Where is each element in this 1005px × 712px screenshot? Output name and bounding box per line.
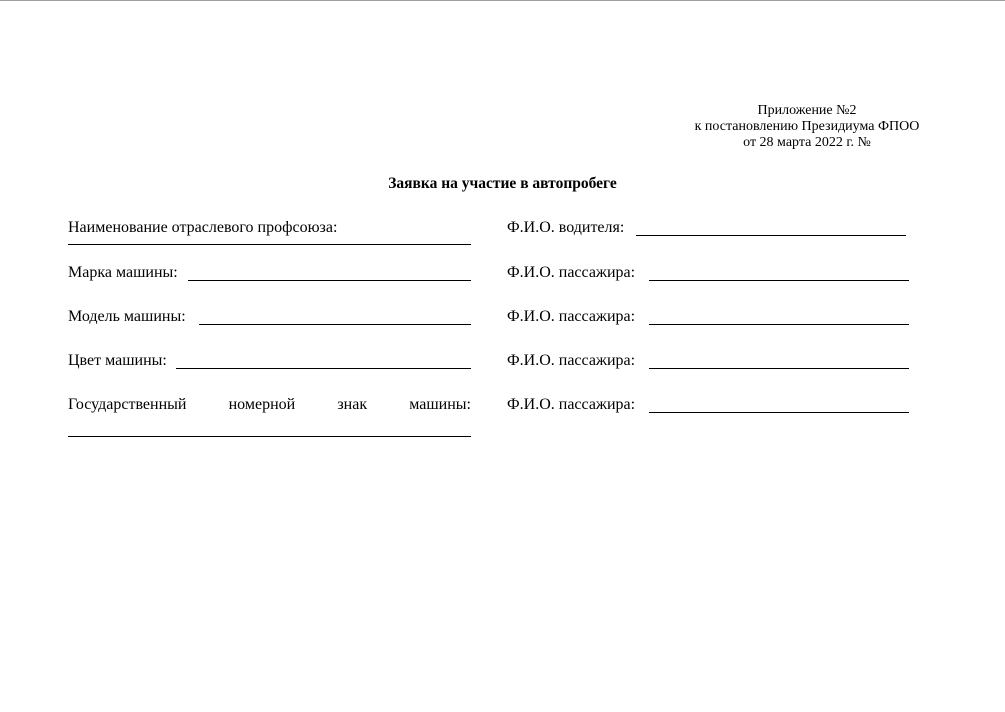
- union-name-label: Наименование отраслевого профсоюза:: [68, 219, 338, 236]
- passenger-2-field: [507, 308, 635, 326]
- car-plate-field: [68, 396, 471, 414]
- car-color-line: [176, 354, 471, 369]
- passenger-1-field: [507, 264, 635, 282]
- passenger-3-label: Ф.И.О. пассажира:: [507, 352, 636, 369]
- car-color-label: Цвет машины:: [68, 352, 167, 369]
- driver-name-line: [636, 221, 906, 236]
- appendix-date: от 28 марта 2022 г. №: [743, 135, 871, 150]
- appendix-header: [660, 103, 954, 151]
- appendix-number: Приложение №2: [757, 103, 857, 118]
- car-plate-word-4: машины:: [409, 396, 471, 413]
- driver-name-label: Ф.И.О. водителя:: [507, 219, 625, 236]
- union-name-field: [68, 219, 337, 237]
- passenger-1-label: Ф.И.О. пассажира:: [507, 264, 636, 281]
- passenger-3-field: [507, 352, 635, 370]
- car-plate-word-3: знак: [337, 396, 368, 413]
- passenger-4-label: Ф.И.О. пассажира:: [507, 396, 636, 413]
- car-brand-line: [188, 266, 471, 281]
- car-plate-word-1: Государственный: [68, 396, 187, 413]
- passenger-2-label: Ф.И.О. пассажира:: [507, 308, 636, 325]
- document-title: Заявка на участие в автопробеге: [388, 175, 617, 192]
- car-brand-field: [68, 264, 178, 282]
- car-model-label: Модель машины:: [68, 308, 186, 325]
- passenger-3-line: [649, 354, 909, 369]
- car-plate-word-2: номерной: [228, 396, 296, 413]
- union-name-line: [68, 244, 471, 245]
- passenger-4-field: [507, 396, 635, 414]
- car-model-field: [68, 308, 186, 326]
- appendix-resolution: к постановлению Президиума ФПОО: [694, 119, 920, 134]
- passenger-1-line: [649, 266, 909, 281]
- car-plate-line: [68, 422, 471, 437]
- car-color-field: [68, 352, 167, 370]
- passenger-4-line: [649, 398, 909, 413]
- car-brand-label: Марка машины:: [68, 264, 178, 281]
- car-model-line: [199, 310, 471, 325]
- passenger-2-line: [649, 310, 909, 325]
- window-top-border: [0, 0, 1005, 1]
- driver-name-field: [507, 219, 624, 237]
